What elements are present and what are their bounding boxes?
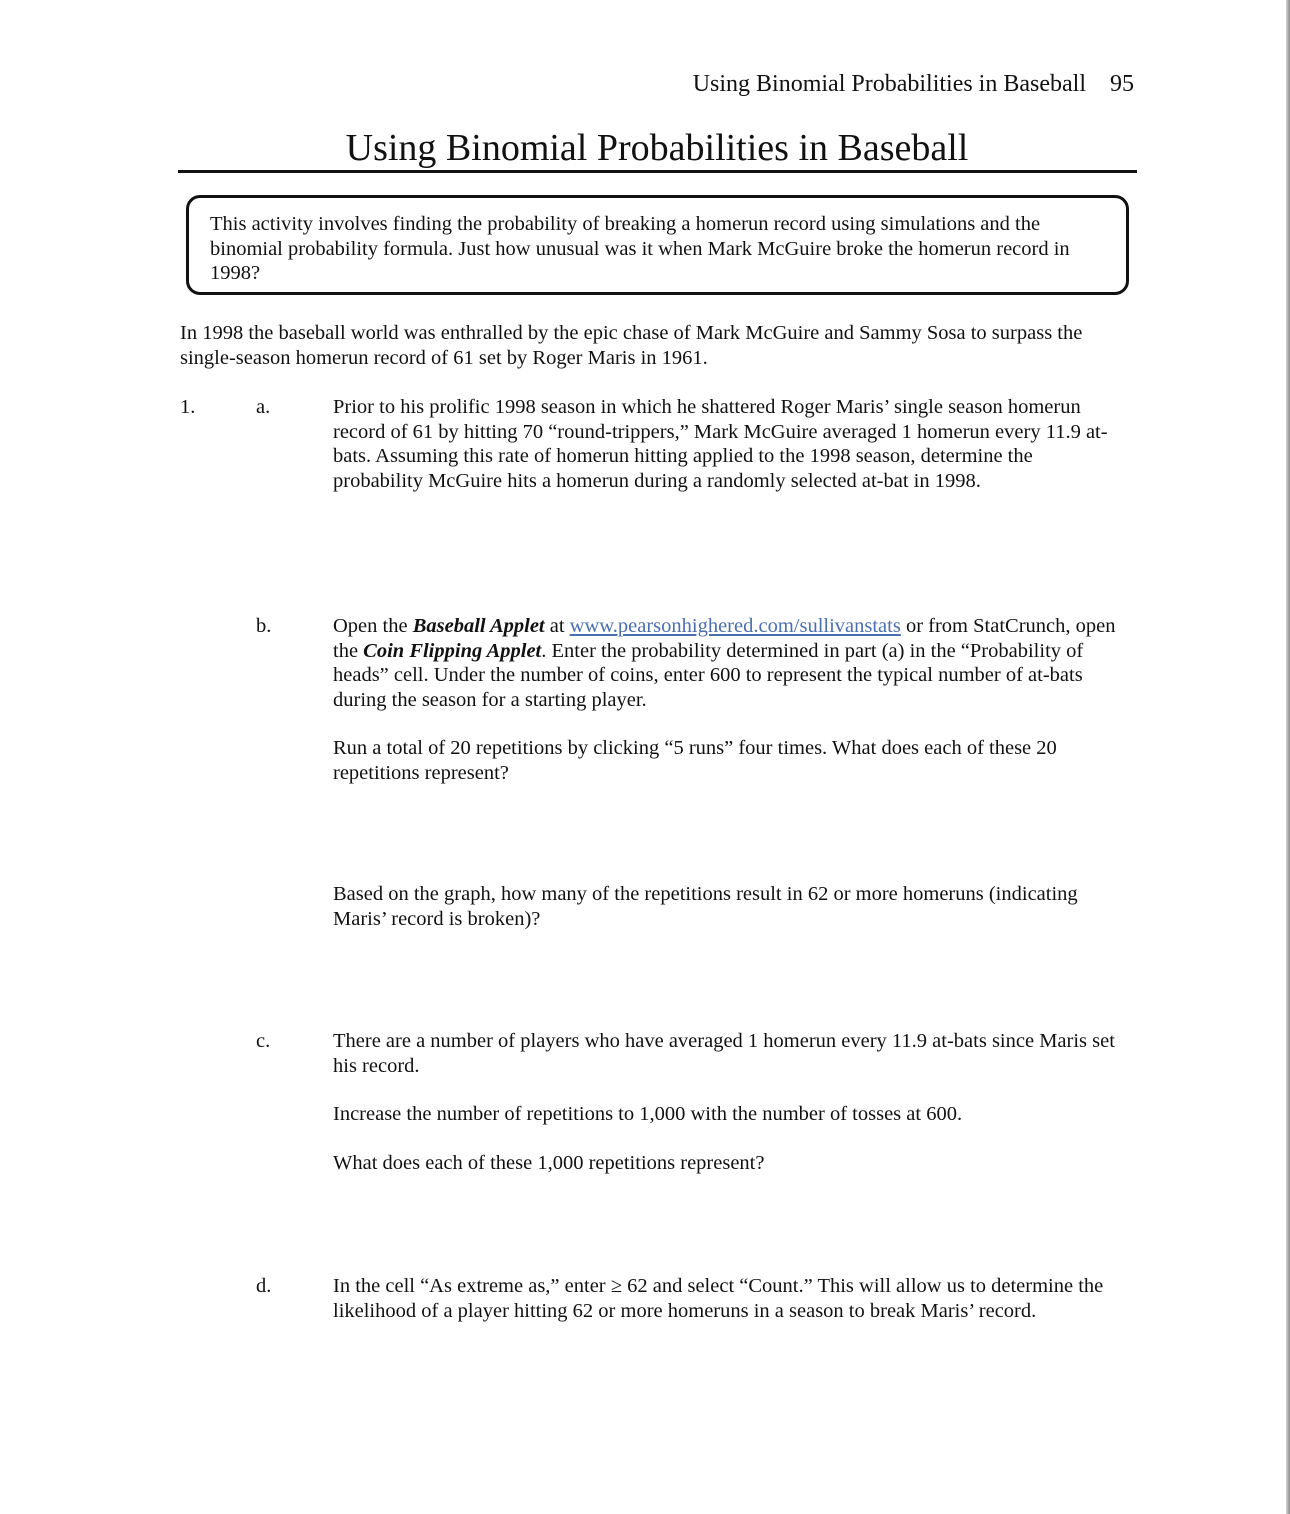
part-a-text: Prior to his prolific 1998 season in which he shattered Roger Maris’ single season homerun record of 61 by hitting 70 “round-trippers,” Mark McGuire averaged 1 homerun every 11.9 at-bats. Assuming this rate of homerun hitting applied to the 1998 season, determine the probability McGuire hits a homerun during a randomly selected at-bat in 1998.	[333, 396, 1108, 492]
part-b-letter: b.	[256, 615, 272, 637]
page-edge-shadow	[1286, 0, 1290, 1514]
question-number: 1.	[180, 396, 196, 418]
part-b-paragraph-1	[333, 614, 1123, 712]
part-c-letter: c.	[256, 1030, 271, 1052]
lead-paragraph: In 1998 the baseball world was enthralled by the epic chase of Mark McGuire and Sammy Sosa to surpass the single-season homerun record of 61 set by Roger Maris in 1961.	[180, 322, 1083, 369]
part-b-rest-text: . Enter the probability determined in part (a) in the “Probability of heads” cell. Under the number of coins, enter 600 to represent the typical number of at-bats during the season for a starting player.	[333, 639, 1084, 711]
running-header	[560, 68, 1134, 100]
coin-flipping-applet-name: Coin Flipping Applet	[363, 639, 542, 662]
page-number: 95	[1110, 71, 1134, 97]
part-b-mid-text: or from StatCrunch, open the	[333, 615, 1116, 662]
intro-box: This activity involves finding the probability of breaking a homerun record using simulations and the binomial probability formula. Just how unusual was it when Mark McGuire broke the homerun record in 1998?	[186, 195, 1129, 295]
part-a-letter: a.	[256, 396, 271, 418]
part-c-paragraph-3: What does each of these 1,000 repetitions represent?	[333, 1152, 765, 1174]
part-d-text: In the cell “As extreme as,” enter ≥ 62 and select “Count.” This will allow us to determine the likelihood of a player hitting 62 or more homeruns in a season to break Maris’ record.	[333, 1275, 1104, 1322]
part-b-at-text: at	[544, 615, 570, 637]
page-title: Using Binomial Probabilities in Baseball	[345, 127, 969, 169]
title-rule	[178, 170, 1137, 173]
part-c-paragraph-1: There are a number of players who have averaged 1 homerun every 11.9 at-bats since Maris set his record.	[333, 1030, 1115, 1077]
baseball-applet-name: Baseball Applet	[412, 615, 545, 637]
part-b-open-text: Open the	[333, 615, 413, 637]
running-header-title: Using Binomial Probabilities in Baseball	[692, 71, 1086, 97]
part-b-paragraph-3: Based on the graph, how many of the repetitions result in 62 or more homeruns (indicating Maris’ record is broken)?	[333, 883, 1078, 930]
part-b-paragraph-2: Run a total of 20 repetitions by clicking “5 runs” four times. What does each of these 20 repetitions represent?	[333, 737, 1057, 784]
part-c-paragraph-2: Increase the number of repetitions to 1,000 with the number of tosses at 600.	[333, 1103, 963, 1125]
pearson-link[interactable]: www.pearsonhighered.com/sullivanstats	[569, 615, 901, 637]
part-d-letter: d.	[256, 1275, 272, 1297]
